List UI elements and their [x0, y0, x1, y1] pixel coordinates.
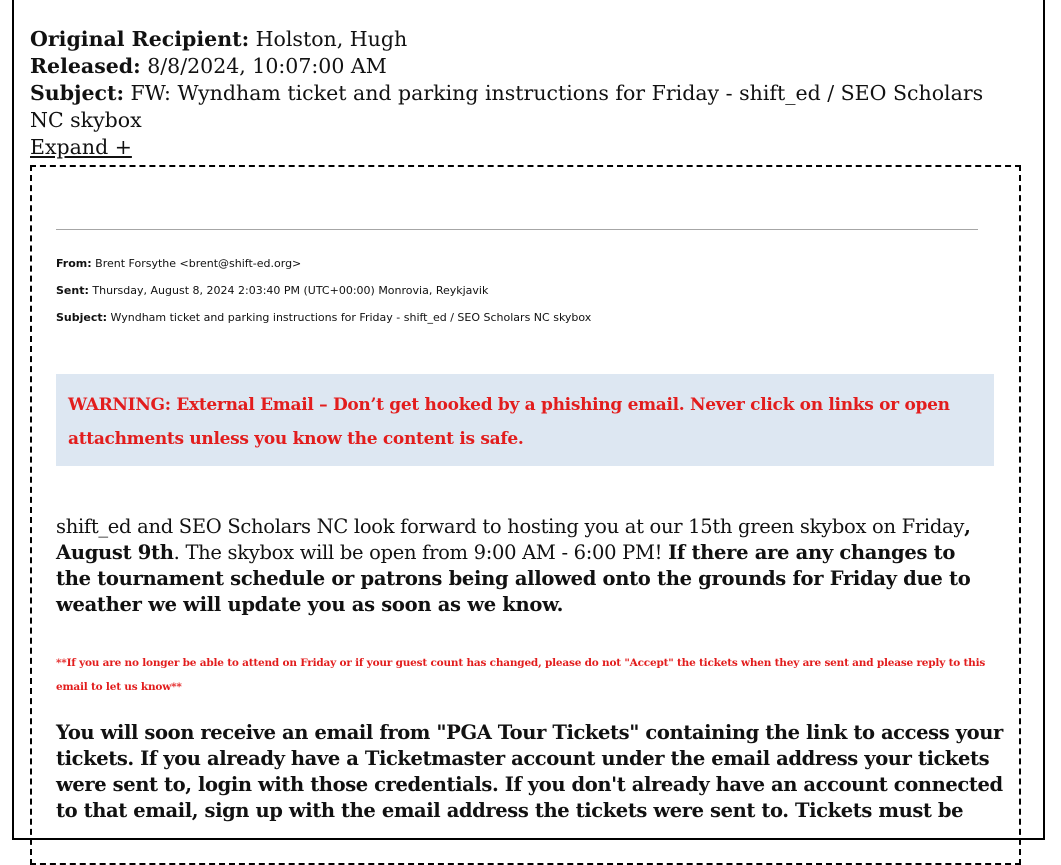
- subject-value: FW: Wyndham ticket and parking instructions for Friday - shift_ed / SEO Scholars NC skybox: [30, 81, 984, 132]
- record-metadata: [30, 26, 1020, 161]
- original-recipient-row: [30, 26, 1020, 53]
- subject-label: Subject:: [30, 81, 125, 105]
- expand-link[interactable]: Expand +: [30, 135, 132, 159]
- body1-text-a: shift_ed and SEO Scholars NC look forward to hosting you at our 15th green skybox on Friday: [56, 515, 965, 538]
- body1-date: , August 9th: [56, 515, 971, 564]
- released-row: [30, 53, 1020, 80]
- header-divider: [56, 229, 978, 230]
- document-page: [12, 0, 1045, 840]
- external-email-warning: [56, 374, 994, 466]
- from-value: Brent Forsythe <brent@shift-ed.org>: [91, 257, 302, 270]
- released-label: Released:: [30, 54, 141, 78]
- expand-row: [30, 134, 1020, 161]
- released-value: 8/8/2024, 10:07:00 AM: [140, 54, 387, 78]
- body1-text-c: . The skybox will be open from 9:00 AM - 6:00 PM!: [173, 541, 669, 564]
- sent-value: Thursday, August 8, 2024 2:03:40 PM (UTC+00:00) Monrovia, Reykjavik: [88, 284, 489, 297]
- warning-text: External Email – Don’t get hooked by a phishing email. Never click on links or open attachments unless you know the content is safe.: [68, 395, 950, 449]
- from-label: From:: [56, 257, 92, 270]
- email-subject-label: Subject:: [56, 311, 108, 324]
- body-paragraph-2: You will soon receive an email from "PGA Tour Tickets" containing the link to access your tickets. If you already have a Ticketmaster account under the email address your tickets were sent to, login with those credentials. If you don't already have an account connected to that email, sign up with the email address the tickets were sent to. Tickets must be: [56, 721, 1003, 822]
- body1-weather-notice: If there are any changes to the tournament schedule or patrons being allowed onto the grounds for Friday due to weather we will update you as soon as we know.: [56, 541, 971, 616]
- body-paragraph-1: [56, 514, 991, 618]
- email-subject-row: [56, 311, 986, 338]
- email-frame: [30, 165, 1021, 865]
- email-headers: [56, 257, 986, 338]
- original-recipient-value: Holston, Hugh: [249, 27, 408, 51]
- attendance-note: **If you are no longer be able to attend on Friday or if your guest count has changed, please do not "Accept" the tickets when they are sent and please reply to this email to let us know**: [56, 657, 986, 693]
- from-row: [56, 257, 986, 284]
- sent-row: [56, 284, 986, 311]
- original-recipient-label: Original Recipient:: [30, 27, 250, 51]
- sent-label: Sent:: [56, 284, 89, 297]
- subject-row: [30, 80, 1020, 134]
- warning-prefix: WARNING:: [68, 395, 171, 415]
- email-subject-value: Wyndham ticket and parking instructions for Friday - shift_ed / SEO Scholars NC skybox: [107, 311, 592, 324]
